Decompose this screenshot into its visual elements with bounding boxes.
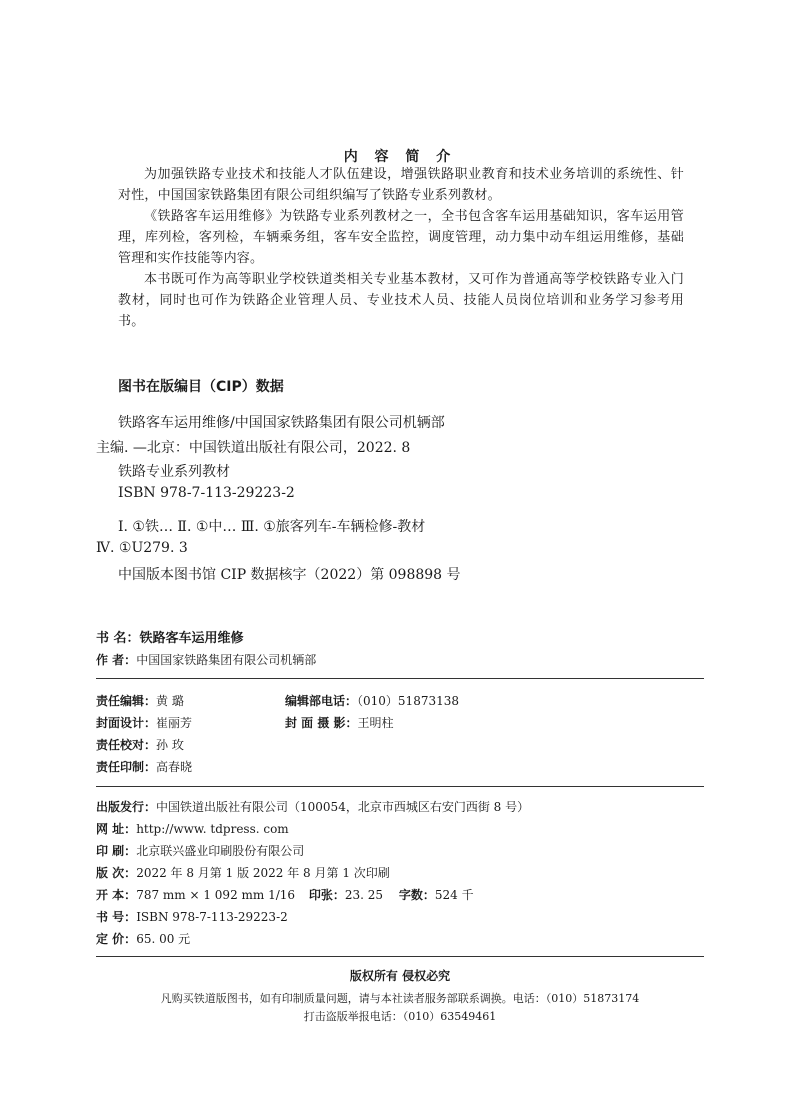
divider-3 bbox=[96, 956, 704, 957]
cip-line-2: 主编. —北京：中国铁道出版社有限公司，2022. 8 bbox=[96, 440, 411, 456]
book-author-label: 作 者： bbox=[96, 653, 137, 667]
copyright-notice: 版权所有 侵权必究 bbox=[349, 969, 451, 983]
divider-2 bbox=[96, 786, 704, 787]
intro-paragraph-1: 为加强铁路专业技术和技能人才队伍建设，增强铁路职业教育和技术业务培训的系统性、针对性，中国国家铁路集团有限公司组织编写了铁路专业系列教材。 bbox=[118, 167, 684, 203]
editor-value: 黄 璐 bbox=[156, 694, 184, 708]
editor-row bbox=[96, 692, 184, 709]
printer-label: 印 刷： bbox=[96, 844, 137, 858]
words-value: 524 千 bbox=[434, 888, 474, 902]
website-row bbox=[96, 820, 289, 837]
book-title-row bbox=[96, 627, 244, 646]
cover-design-label: 封面设计： bbox=[96, 716, 157, 730]
edition-label: 版 次： bbox=[96, 866, 137, 880]
website-label: 网 址： bbox=[96, 822, 137, 836]
proof-value: 孙 玫 bbox=[156, 738, 184, 752]
intro-title: 内 容 简 介 bbox=[343, 149, 457, 165]
cover-design-row bbox=[96, 714, 192, 731]
phone-value: （010）51873138 bbox=[357, 694, 459, 708]
isbn-row bbox=[96, 908, 288, 925]
cip-line-6: Ⅳ. ①U279. 3 bbox=[96, 540, 188, 556]
edition-value: 2022 年 8 月第 1 版 2022 年 8 月第 1 次印刷 bbox=[136, 866, 390, 880]
website-value: http://www. tdpress. com bbox=[136, 822, 289, 836]
book-title-value: 铁路客车运用维修 bbox=[139, 631, 244, 646]
cover-photo-value: 王明柱 bbox=[357, 716, 394, 730]
cip-line-7: 中国版本图书馆 CIP 数据核字（2022）第 098898 号 bbox=[118, 567, 461, 583]
print-supervisor-row bbox=[96, 758, 192, 775]
cover-photo-row bbox=[285, 714, 394, 731]
sheets-label: 印张： bbox=[308, 888, 345, 902]
divider-1 bbox=[96, 678, 704, 679]
cip-line-4: ISBN 978-7-113-29223-2 bbox=[118, 485, 295, 501]
cover-photo-label: 封 面 摄 影： bbox=[285, 716, 358, 730]
intro-paragraph-2: 《铁路客车运用维修》为铁路专业系列教材之一，全书包含客车运用基础知识，客车运用管理，库列检，客列检，车辆乘务组，客车安全监控，调度管理，动力集中动车组运用维修，基础管理和实作技能等内容。 bbox=[118, 209, 684, 266]
words-label: 字数： bbox=[398, 888, 435, 902]
publisher-value: 中国铁道出版社有限公司（100054，北京市西城区右安门西街 8 号） bbox=[156, 800, 530, 814]
isbn-label: 书 号： bbox=[96, 910, 137, 924]
cip-line-5: Ⅰ. ①铁… Ⅱ. ①中… Ⅲ. ①旅客列车-车辆检修-教材 bbox=[118, 519, 426, 535]
cip-heading: 图书在版编目（CIP）数据 bbox=[118, 379, 284, 395]
book-author-row bbox=[96, 651, 316, 668]
book-title-label: 书 名： bbox=[96, 631, 140, 646]
sheets-value: 23. 25 bbox=[344, 888, 384, 902]
publisher-row bbox=[96, 798, 529, 815]
price-row bbox=[96, 930, 190, 947]
cip-line-1: 铁路客车运用维修/中国国家铁路集团有限公司机辆部 bbox=[118, 415, 445, 431]
print-supervisor-label: 责任印制： bbox=[96, 760, 157, 774]
edition-row bbox=[96, 864, 390, 881]
editor-label: 责任编辑： bbox=[96, 694, 157, 708]
phone-label: 编辑部电话： bbox=[285, 694, 358, 708]
format-row bbox=[96, 886, 474, 903]
price-value: 65. 00 元 bbox=[136, 932, 191, 946]
print-supervisor-value: 高春晓 bbox=[156, 760, 193, 774]
format-value: 787 mm × 1 092 mm 1/16 bbox=[136, 888, 296, 902]
piracy-report-line: 打击盗版举报电话：（010）63549461 bbox=[303, 1010, 497, 1023]
cip-line-3: 铁路专业系列教材 bbox=[118, 464, 230, 480]
proof-row bbox=[96, 736, 184, 753]
book-author-value: 中国国家铁路集团有限公司机辆部 bbox=[136, 653, 317, 667]
cover-design-value: 崔丽芳 bbox=[156, 716, 193, 730]
quality-contact-line: 凡购买铁道版图书，如有印制质量问题，请与本社读者服务部联系调换。电话：（010）51873174 bbox=[160, 992, 640, 1005]
printer-row bbox=[96, 842, 304, 859]
isbn-value: ISBN 978-7-113-29223-2 bbox=[136, 910, 288, 924]
publisher-label: 出版发行： bbox=[96, 800, 157, 814]
phone-row bbox=[285, 692, 459, 709]
price-label: 定 价： bbox=[96, 932, 137, 946]
intro-paragraph-3: 本书既可作为高等职业学校铁道类相关专业基本教材，又可作为普通高等学校铁路专业入门教材，同时也可作为铁路企业管理人员、专业技术人员、技能人员岗位培训和业务学习参考用书。 bbox=[118, 272, 684, 329]
printer-value: 北京联兴盛业印刷股份有限公司 bbox=[136, 844, 305, 858]
proof-label: 责任校对： bbox=[96, 738, 157, 752]
format-label: 开 本： bbox=[96, 888, 137, 902]
